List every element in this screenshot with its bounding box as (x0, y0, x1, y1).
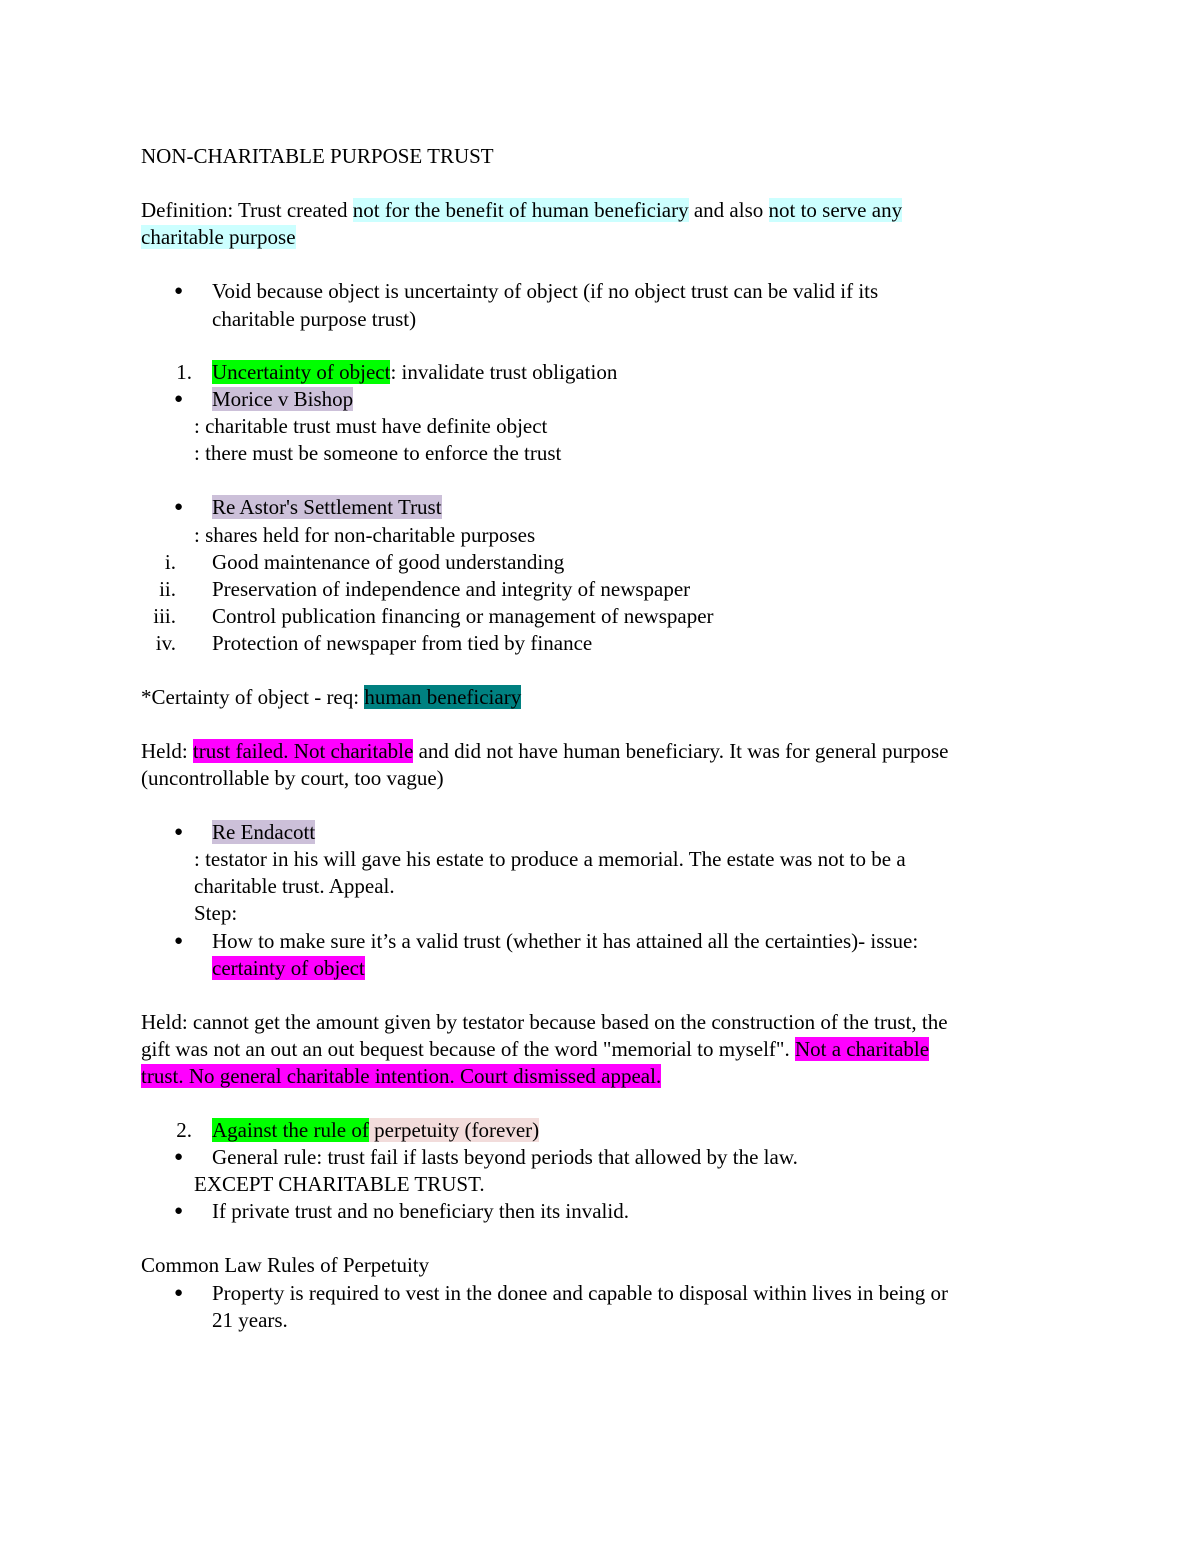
morice-note-2: : there must be someone to enforce the trust (194, 441, 562, 465)
endacott-line-1: : testator in his will gave his estate to produce a memorial. The estate was not to be a (194, 847, 906, 871)
point-2-line (212, 1117, 539, 1143)
astor-note: : shares held for non-charitable purposes (194, 523, 536, 547)
definition-highlight-2a: not to serve any (768, 198, 903, 222)
astor-item: Preservation of independence and integrity of newspaper (212, 577, 691, 601)
endacott-step: Step: (194, 901, 238, 925)
held-2-highlight: Not a charitable (794, 1037, 930, 1061)
void-bullet-line-1: Void because object is uncertainty of object (if no object trust can be valid if its (212, 279, 879, 303)
bullet-icon: ● (174, 933, 184, 949)
endacott-case-name: Re Endacott (212, 820, 316, 844)
held-2-line-2 (141, 1036, 929, 1062)
endacott-how-highlight: certainty of object (212, 956, 365, 980)
common-law-heading: Common Law Rules of Perpetuity (141, 1253, 430, 1277)
definition-line-1 (141, 197, 902, 223)
held-1-line-1 (141, 738, 948, 764)
bullet-icon: ● (174, 283, 184, 299)
point-1-number: 1. (176, 360, 192, 384)
private-trust-line: If private trust and no beneficiary then its invalid. (212, 1199, 629, 1223)
general-rule-line: General rule: trust fail if lasts beyond periods that allowed by the law. (212, 1145, 798, 1169)
astor-item-number: iii. (153, 604, 176, 628)
astor-case-name: Re Astor's Settlement Trust (212, 495, 442, 519)
held-1-highlight: trust failed. Not charitable (192, 739, 414, 763)
astor-item-number: iv. (155, 631, 176, 655)
astor-item-number: i. (164, 550, 176, 574)
common-law-line-2: 21 years. (212, 1308, 288, 1332)
general-rule-except: EXCEPT CHARITABLE TRUST. (194, 1172, 485, 1196)
bullet-icon: ● (174, 824, 184, 840)
morice-case-name: Morice v Bishop (212, 387, 354, 411)
page-title: NON-CHARITABLE PURPOSE TRUST (141, 144, 494, 168)
astor-item: Protection of newspaper from tied by finance (212, 631, 593, 655)
astor-item-number: ii. (159, 577, 176, 601)
definition-prefix: Definition: Trust created (141, 198, 353, 222)
point-1-rest: : invalidate trust obligation (390, 360, 618, 384)
astor-item: Good maintenance of good understanding (212, 550, 565, 574)
held-1-line-2: (uncontrollable by court, too vague) (141, 766, 444, 790)
certainty-highlight: human beneficiary (364, 685, 522, 709)
bullet-icon: ● (174, 1149, 184, 1165)
definition-highlight-2b: charitable purpose (141, 225, 296, 249)
morice-case-line (212, 386, 353, 412)
held-1-prefix: Held: (141, 739, 193, 763)
endacott-case-line (212, 819, 315, 845)
point-2-number: 2. (176, 1118, 192, 1142)
definition-highlight-1: not for the benefit of human beneficiary (352, 198, 689, 222)
void-bullet-line-2: charitable purpose trust) (212, 307, 417, 331)
endacott-how-line-1: How to make sure it’s a valid trust (whether it has attained all the certainties)- issue: (212, 929, 919, 953)
point-1-line (212, 359, 617, 385)
bullet-icon: ● (174, 1203, 184, 1219)
morice-note-1: : charitable trust must have definite object (194, 414, 548, 438)
held-2-highlight-2: trust. No general charitable intention. Court dismissed appeal. (141, 1064, 662, 1088)
bullet-icon: ● (174, 499, 184, 515)
astor-case-line (212, 494, 442, 520)
endacott-how-line-2 (212, 955, 365, 981)
endacott-line-2: charitable trust. Appeal. (194, 874, 395, 898)
bullet-icon: ● (174, 1285, 184, 1301)
held-2-plain: gift was not an out an out bequest because of the word "memorial to myself". (141, 1037, 795, 1061)
point-2-highlight-pink: perpetuity (forever) (368, 1118, 540, 1142)
held-1-rest: and did not have human beneficiary. It was for general purpose (413, 739, 949, 763)
astor-item: Control publication financing or management of newspaper (212, 604, 714, 628)
point-2-highlight-green: Against the rule of (212, 1118, 369, 1142)
certainty-prefix: *Certainty of object - req: (141, 685, 365, 709)
bullet-icon: ● (174, 391, 184, 407)
definition-line-2 (141, 224, 296, 250)
held-2-line-3 (141, 1063, 661, 1089)
held-2-line-1: Held: cannot get the amount given by testator because based on the construction of the trust, the (141, 1010, 948, 1034)
certainty-line (141, 684, 521, 710)
common-law-line-1: Property is required to vest in the donee and capable to disposal within lives in being or (212, 1281, 949, 1305)
point-1-highlight: Uncertainty of object (212, 360, 391, 384)
definition-mid: and also (688, 198, 769, 222)
